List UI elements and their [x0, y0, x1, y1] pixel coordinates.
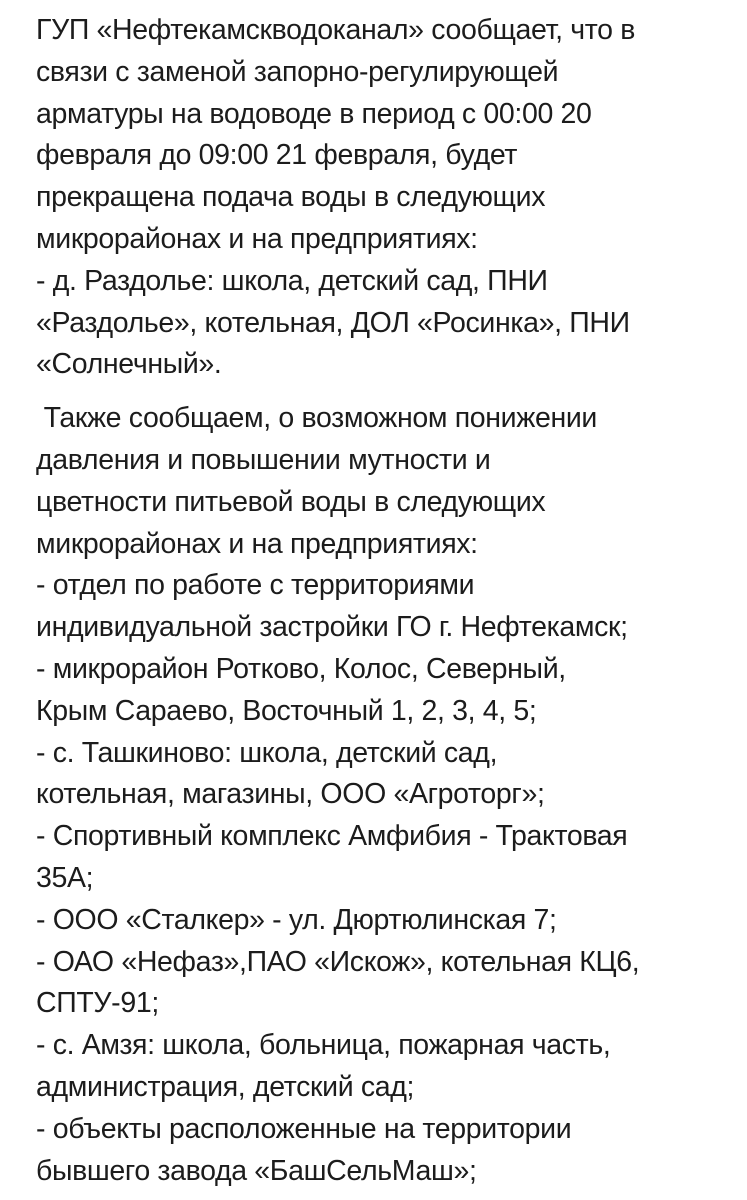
text-line: - отдел по работе с территориями [36, 569, 475, 602]
text-line: администрация, детский сад; [36, 1070, 415, 1103]
text-line: бывшего завода «БашСельМаш»; [36, 1154, 477, 1187]
text-line: ГУП «Нефтекамскводоканал» сообщает, что в [36, 14, 636, 46]
text-line: Крым Сараево, Восточный 1, 2, 3, 4, 5; [36, 694, 537, 727]
text-line: - Спортивный комплекс Амфибия - Трактовая [36, 820, 628, 853]
text-line: «Раздолье», котельная, ДОЛ «Росинка», ПНИ [36, 306, 630, 339]
text-line: февраля до 09:00 21 февраля, будет [36, 139, 518, 172]
paragraph-gap [36, 386, 727, 398]
text-line: микрорайонах и на предприятиях: [36, 222, 478, 255]
text-line: - ООО «Сталкер» - ул. Дюртюлинская 7; [36, 903, 557, 936]
text-line: связи с заменой запорно-регулирующей [36, 55, 559, 88]
text-line: «Солнечный». [36, 348, 222, 381]
pressure-notice-paragraph [36, 398, 727, 1192]
text-line: 35А; [36, 861, 94, 894]
text-line: микрорайонах и на предприятиях: [36, 527, 478, 560]
text-line: СПТУ-91; [36, 987, 159, 1020]
text-line: котельная, магазины, ООО «Агроторг»; [36, 778, 545, 811]
announcement-paragraph [36, 10, 727, 386]
text-line: цветности питьевой воды в следующих [36, 485, 546, 518]
text-line: арматуры на водоводе в период с 00:00 20 [36, 97, 592, 130]
text-line: прекращена подача воды в следующих [36, 181, 546, 214]
text-line: - ОАО «Нефаз»,ПАО «Искож», котельная КЦ6, [36, 945, 640, 978]
text-line: индивидуальной застройки ГО г. Нефтекамск; [36, 611, 628, 644]
text-line: давления и повышении мутности и [36, 443, 491, 476]
text-line: - с. Ташкиново: школа, детский сад, [36, 736, 498, 769]
text-line: - микрорайон Ротково, Колос, Северный, [36, 652, 566, 685]
text-line: - объекты расположенные на территории [36, 1112, 572, 1145]
text-line: Также сообщаем, о возможном понижении [36, 402, 597, 435]
text-line: - д. Раздолье: школа, детский сад, ПНИ [36, 264, 548, 297]
text-line: - с. Амзя: школа, больница, пожарная часть, [36, 1029, 611, 1062]
